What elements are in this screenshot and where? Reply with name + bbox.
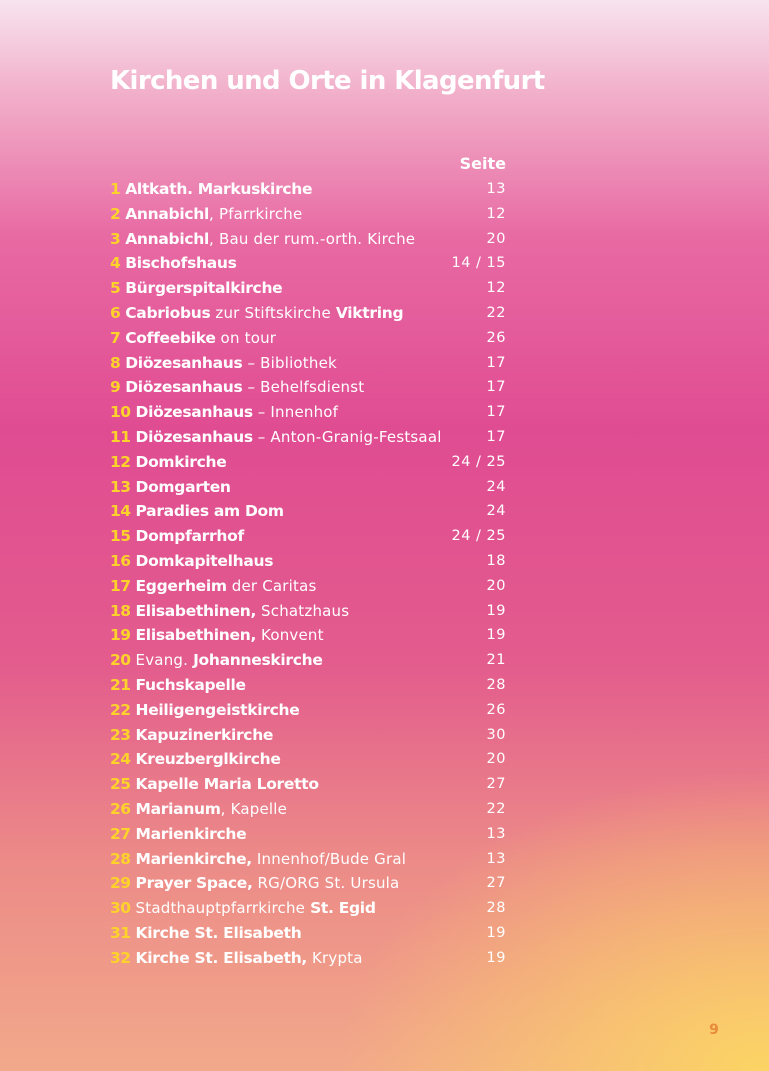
toc-entry [110, 276, 506, 301]
entry-number: 4 [110, 254, 121, 273]
entry-name: Cabriobus [125, 303, 211, 322]
toc-entry [110, 797, 506, 822]
entry-page: 20 [486, 577, 506, 594]
toc-entry [110, 673, 506, 698]
toc-entry [110, 623, 506, 648]
entry-page: 24 / 25 [451, 453, 506, 470]
entry-name: Paradies am Dom [135, 502, 284, 521]
table-of-contents [110, 151, 506, 971]
entry-name: Diözesanhaus [135, 427, 253, 446]
toc-entry [110, 772, 506, 797]
page-title: Kirchen und Orte in Klagenfurt [110, 66, 545, 96]
toc-entry [110, 747, 506, 772]
entry-description: Innenhof/Bude Gral [251, 849, 407, 868]
entry-page: 13 [486, 181, 506, 197]
entry-page: 14 / 15 [451, 255, 506, 272]
entry-number: 16 [110, 551, 131, 570]
entry-page: 27 [486, 875, 506, 892]
entry-name: Domgarten [135, 477, 231, 496]
entry-page: 19 [486, 924, 506, 941]
entry-name: Kapelle Maria Loretto [135, 775, 319, 794]
entry-number: 9 [110, 378, 121, 397]
entry-number: 10 [110, 403, 131, 422]
toc-entry [110, 921, 506, 946]
toc-entry [110, 450, 506, 475]
entry-number: 3 [110, 229, 121, 248]
entry-page: 19 [486, 627, 506, 644]
toc-entry [110, 723, 506, 748]
entry-description: , Bau der rum.-orth. Kirche [209, 229, 416, 248]
entry-name: Fuchskapelle [135, 675, 246, 694]
toc-entry [110, 524, 506, 549]
entry-name: Elisabethinen, [135, 626, 257, 645]
entry-description: – Anton-Granig-Festsaal [252, 427, 442, 446]
entry-description: Schatzhaus [256, 601, 350, 620]
toc-entry [110, 946, 506, 971]
entry-name: St. Egid [310, 899, 376, 918]
entry-page: 17 [486, 404, 506, 421]
entry-prefix: Stadthauptpfarrkirche [130, 899, 311, 918]
entry-number: 15 [110, 527, 131, 546]
entry-page: 28 [486, 676, 506, 693]
entry-page: 26 [486, 329, 506, 346]
entry-page: 24 [486, 478, 506, 495]
entry-description: – Bibliothek [242, 353, 337, 372]
entry-name: Altkath. Markuskirche [125, 180, 313, 198]
entry-name: Domkirche [135, 452, 227, 471]
entry-number: 12 [110, 452, 131, 471]
toc-entry [110, 375, 506, 400]
toc-entry [110, 549, 506, 574]
toc-entry [110, 822, 506, 847]
entry-page: 26 [486, 701, 506, 718]
entry-name: Dompfarrhof [135, 527, 244, 546]
entry-number: 24 [110, 750, 131, 769]
entry-name: Kreuzberglkirche [135, 750, 281, 769]
entry-number: 14 [110, 502, 131, 521]
entry-page: 22 [486, 800, 506, 817]
entry-name: Annabichl [125, 229, 210, 248]
entry-page: 19 [486, 602, 506, 619]
entry-page: 18 [486, 552, 506, 569]
entry-description: der Caritas [226, 576, 317, 595]
entry-name: Kirche St. Elisabeth [135, 923, 302, 942]
entry-number: 22 [110, 700, 131, 719]
entry-description: – Behelfsdienst [242, 378, 365, 397]
entry-page: 24 [486, 503, 506, 520]
entry-name-secondary: Viktring [335, 303, 404, 322]
entry-description: – Innenhof [252, 403, 339, 422]
entry-name: Diözesanhaus [135, 403, 253, 422]
entry-number: 29 [110, 874, 131, 893]
entry-name: Heiligengeistkirche [135, 700, 300, 719]
entry-number: 11 [110, 427, 131, 446]
page-number: 9 [709, 1022, 719, 1038]
toc-entry [110, 177, 506, 202]
entry-number: 21 [110, 675, 131, 694]
entry-page: 13 [486, 850, 506, 867]
entry-number: 28 [110, 849, 131, 868]
toc-entry [110, 351, 506, 376]
entry-name: Bischofshaus [125, 254, 237, 273]
entry-page: 20 [486, 751, 506, 768]
entry-number: 13 [110, 477, 131, 496]
entry-page: 12 [486, 280, 506, 297]
page-column-header: Seite [459, 154, 506, 173]
entry-number: 31 [110, 923, 131, 942]
entry-name: Kirche St. Elisabeth, [135, 948, 308, 967]
entry-number: 27 [110, 824, 131, 843]
toc-entry [110, 599, 506, 624]
entry-name: Prayer Space, [135, 874, 253, 893]
entry-number: 2 [110, 204, 121, 223]
entry-name: Marienkirche, [135, 849, 252, 868]
toc-entry [110, 251, 506, 276]
entry-number: 5 [110, 279, 121, 298]
toc-entry [110, 574, 506, 599]
entry-description: , Pfarrkirche [209, 204, 303, 223]
entry-name: Bürgerspitalkirche [125, 279, 283, 298]
entry-number: 18 [110, 601, 131, 620]
entry-page: 24 / 25 [451, 528, 506, 545]
entry-page: 27 [486, 776, 506, 793]
entry-number: 6 [110, 303, 121, 322]
entry-name: Diözesanhaus [125, 378, 243, 397]
toc-entry [110, 425, 506, 450]
toc-entry [110, 326, 506, 351]
toc-entry [110, 475, 506, 500]
toc-entry [110, 896, 506, 921]
toc-entry [110, 847, 506, 872]
toc-entry [110, 698, 506, 723]
entry-description: , Kapelle [220, 799, 288, 818]
entry-name: Domkapitelhaus [135, 551, 274, 570]
entry-number: 8 [110, 353, 121, 372]
entry-name: Marianum [135, 799, 221, 818]
entry-page: 19 [486, 949, 506, 966]
toc-entry [110, 301, 506, 326]
entry-page: 21 [486, 652, 506, 669]
entry-name: Diözesanhaus [125, 353, 243, 372]
entry-page: 20 [486, 230, 506, 247]
entry-name: Johanneskirche [193, 651, 323, 670]
entry-page: 17 [486, 379, 506, 396]
entry-name: Coffeebike [125, 328, 216, 347]
toc-entry [110, 202, 506, 227]
entry-page: 13 [486, 825, 506, 842]
toc-entry [110, 648, 506, 673]
toc-list [110, 177, 506, 971]
entry-description: Krypta [307, 948, 363, 967]
entry-name: Annabichl [125, 204, 210, 223]
toc-entry [110, 499, 506, 524]
toc-entry [110, 400, 506, 425]
entry-number: 20 [110, 651, 131, 670]
entry-number: 19 [110, 626, 131, 645]
entry-page: 12 [486, 205, 506, 222]
entry-page: 30 [486, 726, 506, 743]
toc-entry [110, 871, 506, 896]
entry-number: 25 [110, 775, 131, 794]
entry-number: 7 [110, 328, 121, 347]
entry-number: 32 [110, 948, 131, 967]
entry-description: RG/ORG St. Ursula [252, 874, 400, 893]
entry-number: 1 [110, 180, 121, 198]
entry-page: 22 [486, 304, 506, 321]
entry-number: 26 [110, 799, 131, 818]
entry-prefix: Evang. [130, 651, 194, 670]
entry-name: Eggerheim [135, 576, 227, 595]
entry-page: 17 [486, 354, 506, 371]
entry-name: Kapuzinerkirche [135, 725, 274, 744]
entry-number: 23 [110, 725, 131, 744]
entry-page: 28 [486, 900, 506, 917]
toc-entry [110, 227, 506, 252]
entry-number: 17 [110, 576, 131, 595]
entry-description: on tour [215, 328, 277, 347]
entry-number: 30 [110, 899, 131, 918]
entry-description: Konvent [256, 626, 324, 645]
entry-description: zur Stiftskirche [210, 303, 336, 322]
entry-name: Marienkirche [135, 824, 247, 843]
entry-page: 17 [486, 428, 506, 445]
entry-name: Elisabethinen, [135, 601, 257, 620]
